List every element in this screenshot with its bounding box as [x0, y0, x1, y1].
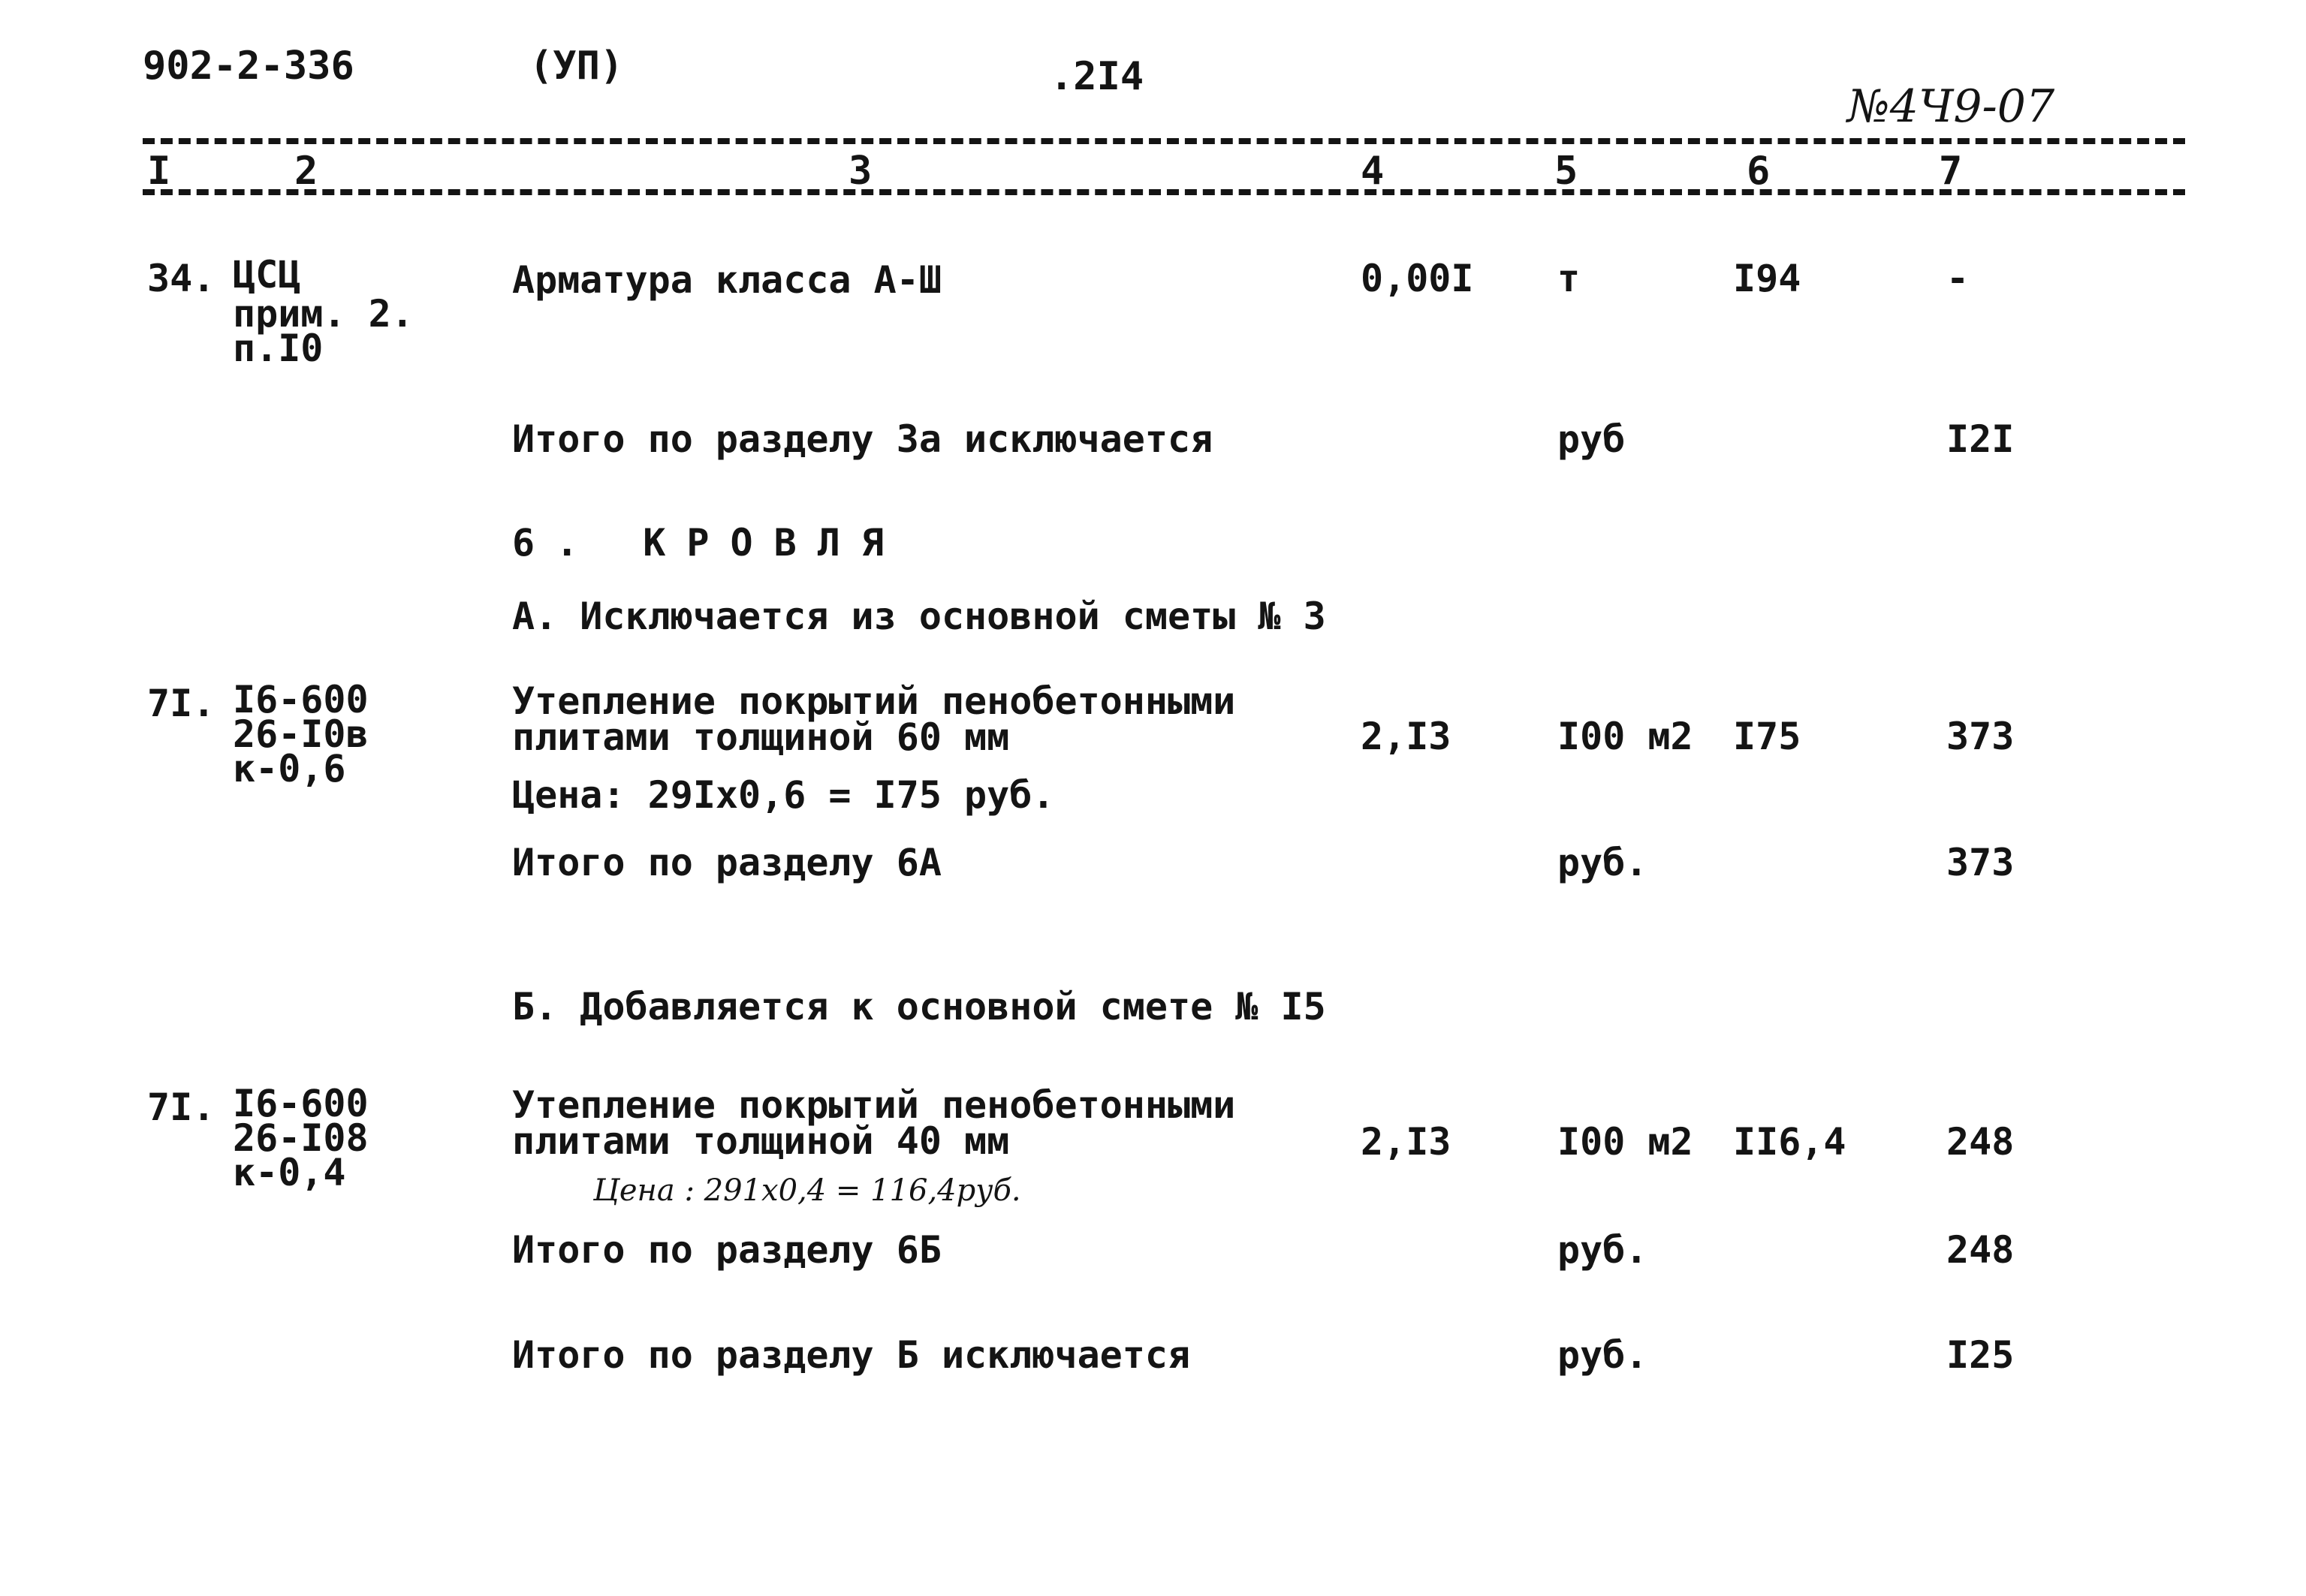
row-71a-code-2: 26-I0в [233, 712, 369, 756]
col-header-2: 2 [294, 149, 318, 194]
row-71a-code-3: к-0,6 [233, 747, 346, 790]
row-34-description: Арматура класса А-Ш [512, 258, 942, 302]
header-top-rule [143, 138, 2185, 144]
row-34-number: 34. [147, 257, 216, 300]
row-71b-code-1: I6-600 [233, 1082, 369, 1125]
row-34-code-2: прим. 2. [233, 292, 414, 336]
row-71b-number: 7I. [147, 1086, 216, 1129]
row-71b-code-3: к-0,4 [233, 1151, 346, 1194]
subtotal-b-label: Итого по разделу Б исключается [512, 1333, 1191, 1377]
row-71b-price-note: Цена : 291х0,4 = 116,4руб. [593, 1173, 1021, 1208]
subtotal-b-unit: руб. [1557, 1333, 1648, 1377]
subtotal-6b-total: 248 [1946, 1228, 2015, 1272]
row-34-unit: т [1557, 257, 1581, 300]
row-71b-description-1: Утепление покрытий пенобетонными [512, 1083, 1236, 1127]
subtotal-3a-label: Итого по разделу 3а исключается [512, 417, 1213, 461]
subtotal-3a-unit: руб [1557, 417, 1626, 461]
doc-mark: (УП) [529, 44, 624, 89]
handwritten-number: №4Ч9-07 [1847, 80, 2055, 133]
row-71a-description-2: плитами толщиной 60 мм [512, 715, 1010, 759]
row-34-total: - [1946, 257, 1970, 300]
row-34-unit-price: I94 [1733, 257, 1801, 300]
subtotal-6a-total: 373 [1946, 841, 2015, 884]
subtotal-6a-unit: руб. [1557, 841, 1648, 884]
row-71b-total: 248 [1946, 1120, 2015, 1164]
row-71a-unit-price: I75 [1733, 715, 1801, 758]
row-71a-number: 7I. [147, 682, 216, 725]
row-71a-description-1: Утепление покрытий пенобетонными [512, 679, 1236, 723]
col-header-3: 3 [849, 149, 873, 194]
row-34-code-3: п.I0 [233, 327, 324, 370]
doc-number: 902-2-336 [143, 44, 354, 89]
subtotal-b-total: I25 [1946, 1333, 2015, 1377]
section-6-title: 6. КРОВЛЯ [512, 521, 905, 565]
row-34-code-1: ЦСЦ [233, 253, 301, 297]
row-71b-unit-price: II6,4 [1733, 1120, 1846, 1164]
row-71a-unit: I00 м2 [1557, 715, 1693, 758]
row-71b-unit: I00 м2 [1557, 1120, 1693, 1164]
subtotal-6b-unit: руб. [1557, 1228, 1648, 1272]
subtotal-3a-total: I2I [1946, 417, 2015, 461]
row-71a-price-note: Цена: 29Iх0,6 = I75 руб. [512, 773, 1055, 817]
row-71a-total: 373 [1946, 715, 2015, 758]
header-bottom-rule [143, 189, 2185, 195]
subtotal-6b-label: Итого по разделу 6Б [512, 1228, 942, 1272]
row-71b-description-2: плитами толщиной 40 мм [512, 1119, 1010, 1163]
page-number: .2I4 [1050, 54, 1144, 99]
section-6b-title: Б. Добавляется к основной смете № I5 [512, 985, 1326, 1028]
section-6a-title: А. Исключается из основной сметы № 3 [512, 595, 1326, 638]
row-71b-code-2: 26-I08 [233, 1116, 369, 1160]
col-header-1: I [147, 149, 171, 194]
row-34-quantity: 0,00I [1361, 257, 1474, 300]
col-header-6: 6 [1747, 149, 1771, 194]
row-71a-quantity: 2,I3 [1361, 715, 1451, 758]
col-header-4: 4 [1361, 149, 1385, 194]
row-71a-code-1: I6-600 [233, 678, 369, 721]
subtotal-6a-label: Итого по разделу 6А [512, 841, 942, 884]
row-71b-quantity: 2,I3 [1361, 1120, 1451, 1164]
col-header-7: 7 [1939, 149, 1963, 194]
col-header-5: 5 [1554, 149, 1578, 194]
